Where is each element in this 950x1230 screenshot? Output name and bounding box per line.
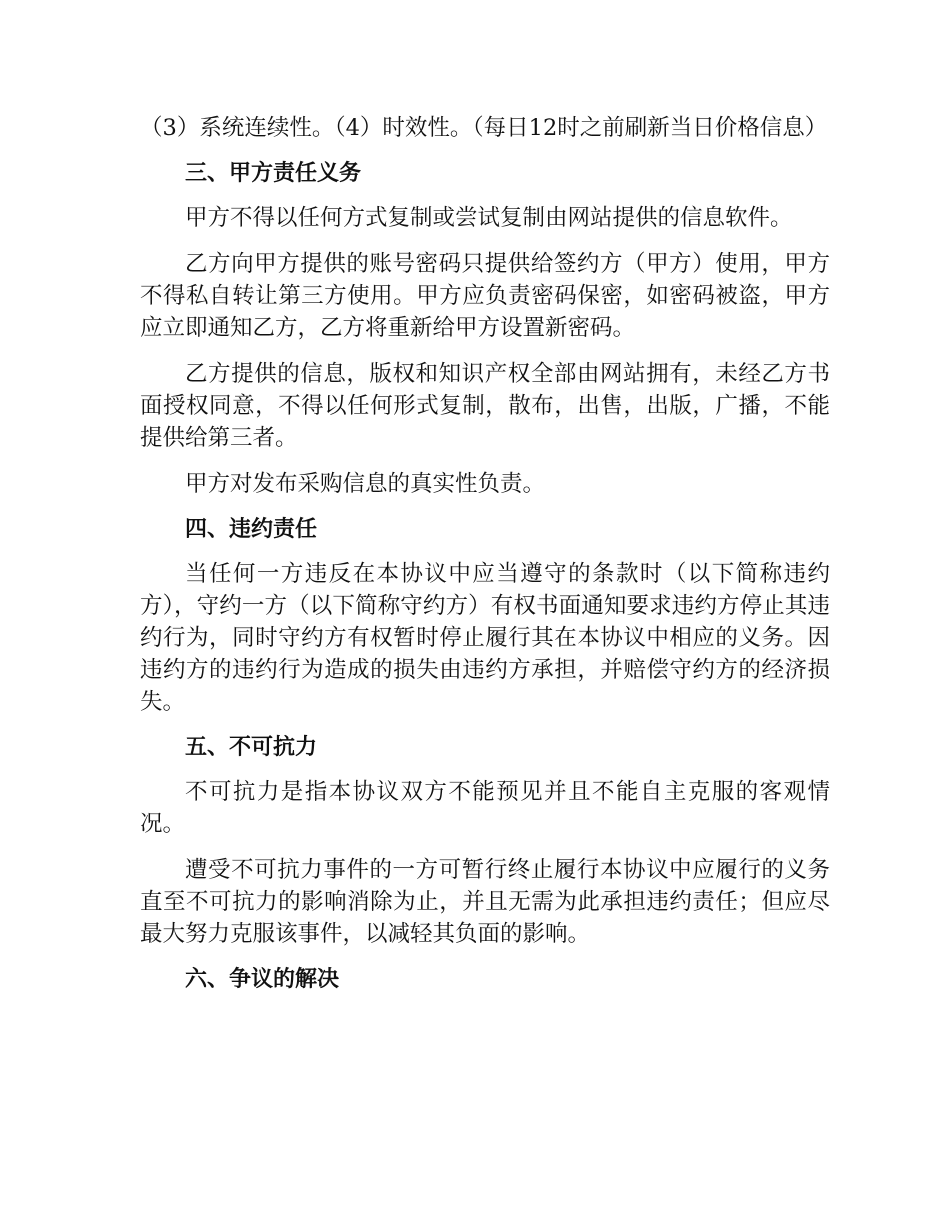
section-5-paragraph-2: 遭受不可抗力事件的一方可暂行终止履行本协议中应履行的义务直至不可抗力的影响消除为止，并且无需为此承担违约责任；但应尽最大努力克服该事件，以减轻其负面的影响。 (140, 857, 830, 947)
section-3-paragraph-3: 乙方提供的信息，版权和知识产权全部由网站拥有，未经乙方书面授权同意，不得以任何形式复制，散布，出售，出版，广播，不能提供给第三者。 (140, 361, 830, 451)
section-3-paragraph-4: 甲方对发布采购信息的真实性负责。 (185, 471, 546, 497)
section-heading-3: 三、甲方责任义务 (185, 161, 362, 186)
section-3-paragraph-1: 甲方不得以任何方式复制或尝试复制由网站提供的信息软件。 (185, 205, 793, 231)
section-5-paragraph-1: 不可抗力是指本协议双方不能预见并且不能自主克服的客观情况。 (140, 779, 830, 837)
document-page (140, 112, 830, 1008)
section-3-paragraph-2: 乙方向甲方提供的账号密码只提供给签约方（甲方）使用，甲方不得私自转让第三方使用。甲方应负责密码保密，如密码被盗，甲方应立即通知乙方，乙方将重新给甲方设置新密码。 (140, 251, 830, 341)
section-heading-6: 六、争议的解决 (185, 967, 340, 992)
section-heading-5: 五、不可抗力 (185, 735, 318, 760)
section-heading-4: 四、违约责任 (185, 517, 318, 542)
intro-paragraph: （3）系统连续性。（4）时效性。（每日12时之前刷新当日价格信息） (140, 115, 828, 141)
section-4-paragraph-1: 当任何一方违反在本协议中应当遵守的条款时（以下简称违约方），守约一方（以下简称守约方）有权书面通知要求违约方停止其违约行为，同时守约方有权暂时停止履行其在本协议中相应的义务。因违约方的违约行为造成的损失由违约方承担，并赔偿守约方的经济损失。 (140, 561, 830, 715)
